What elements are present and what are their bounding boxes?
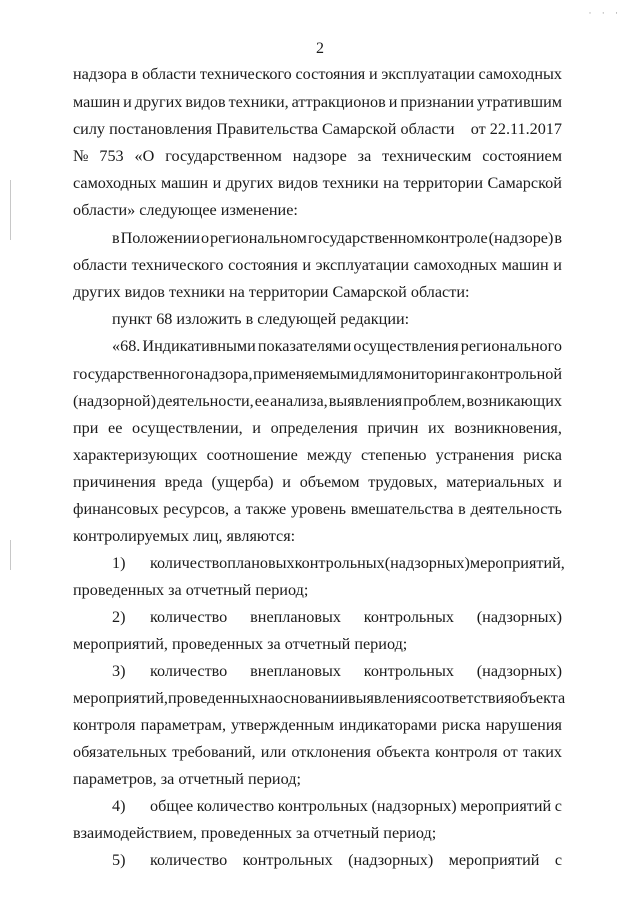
body-line: характеризующих соотношение между степенью устранения риска xyxy=(73,446,562,464)
list-item-text: количество внеплановых контрольных (надзорных) xyxy=(150,608,562,626)
list-item-number: 5) xyxy=(112,851,126,869)
body-line: области» следующее изменение: xyxy=(73,201,298,219)
list-item-continuation: обязательных требований, или отклонения объекта контроля от таких xyxy=(73,743,562,761)
list-item-number: 4) xyxy=(112,797,126,815)
list-item-number: 1) xyxy=(112,554,126,572)
list-item-continuation: параметров, за отчетный период; xyxy=(73,770,301,788)
body-line: других видов техники на территории Самарской области: xyxy=(73,283,470,301)
body-line: контролируемых лиц, являются: xyxy=(73,527,296,545)
list-item-text: количество плановых контрольных (надзорных) мероприятий, xyxy=(150,554,565,572)
body-line: в Положении о региональном государственном контроле (надзоре) в xyxy=(112,229,562,247)
body-line: (надзорной) деятельности, ее анализа, выявления проблем, возникающих xyxy=(73,392,562,410)
page-number: 2 xyxy=(316,40,324,57)
body-line: самоходных машин и других видов техники на территории Самарской xyxy=(73,174,562,192)
body-line: № 753 «О государственном надзоре за техническим состоянием xyxy=(73,147,562,165)
list-item-text: количество контрольных (надзорных) мероприятий с xyxy=(150,851,562,869)
body-line: силу постановления Правительства Самарской области от 22.11.2017 xyxy=(73,120,562,138)
list-item-continuation: мероприятий, проведенных на основании выявления соответствия объекта xyxy=(73,689,566,707)
date: от 22.11.2017 xyxy=(470,120,562,138)
body-line: «68. Индикативными показателями осуществления регионального xyxy=(112,337,562,355)
list-item-number: 2) xyxy=(112,608,126,626)
body-line: надзора в области технического состояния и эксплуатации самоходных xyxy=(73,65,562,83)
body-line: причинения вреда (ущерба) и объемом трудовых, материальных и xyxy=(73,473,562,491)
list-item-continuation: проведенных за отчетный период; xyxy=(73,581,309,599)
body-line: машин и других видов техники, аттракционов и признании утратившим xyxy=(73,93,562,111)
list-item-continuation: контроля параметрам, утвержденным индикаторами риска нарушения xyxy=(73,716,562,734)
scan-artifact: · · · xyxy=(588,8,622,18)
body-line: финансовых ресурсов, а также уровень вмешательства в деятельность xyxy=(73,500,562,518)
list-item-continuation: мероприятий, проведенных за отчетный период; xyxy=(73,635,408,653)
margin-mark xyxy=(10,180,11,240)
list-item-continuation: взаимодействием, проведенных за отчетный период; xyxy=(73,824,437,842)
body-line: при ее осуществлении, и определения причин их возникновения, xyxy=(73,419,562,437)
list-item-text: количество внеплановых контрольных (надзорных) xyxy=(150,662,562,680)
body-line: пункт 68 изложить в следующей редакции: xyxy=(112,310,410,328)
list-item-text: общее количество контрольных (надзорных) мероприятий с xyxy=(150,797,562,815)
body-line: государственного надзора, применяемыми для мониторинга контрольной xyxy=(73,365,562,383)
margin-mark xyxy=(10,540,11,570)
body-line: области технического состояния и эксплуатации самоходных машин и xyxy=(73,256,562,274)
list-item-number: 3) xyxy=(112,662,126,680)
